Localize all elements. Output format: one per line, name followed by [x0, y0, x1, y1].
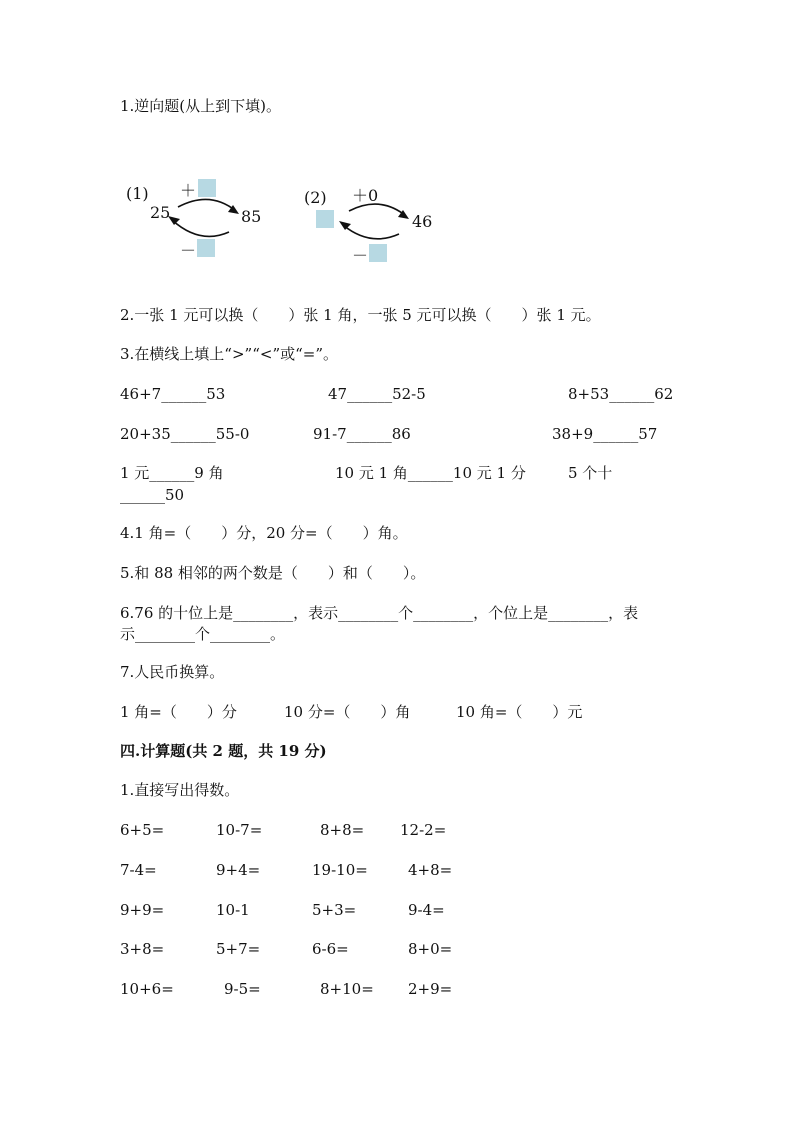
q7-title: 7.人民币换算。	[120, 663, 225, 681]
calc-item: 5+7=	[216, 940, 261, 958]
diagram1-label: (1)	[126, 184, 149, 203]
q6-line1: 6.76 的十位上是________，表示________个________，个位上是________，表	[120, 604, 639, 622]
calc-item: 8+8=	[320, 821, 365, 839]
calc-item: 9+9=	[120, 901, 165, 919]
calc-item: 9-5=	[224, 980, 261, 998]
q3-item: 10 元 1 角______10 元 1 分	[335, 464, 526, 482]
diagram2-label: (2)	[304, 188, 327, 207]
diagram2-minus-sign: －	[352, 246, 369, 265]
q3-item: 91-7______86	[313, 425, 411, 443]
calc-item: 12-2=	[400, 821, 447, 839]
calc-item: 9-4=	[408, 901, 445, 919]
calc-item: 6-6=	[312, 940, 349, 958]
q3-title: 3.在横线上填上“>”“<”或“=”。	[120, 345, 339, 363]
calc-item: 6+5=	[120, 821, 165, 839]
diagram1-minus-sign: －	[180, 241, 197, 260]
calc-item: 8+10=	[320, 980, 374, 998]
q3-item: 47______52-5	[328, 385, 426, 403]
diagram1-start-number: 25	[150, 203, 171, 222]
diagram1-plus-sign: ＋	[180, 181, 197, 200]
calc-title: 1.直接写出得数。	[120, 781, 240, 799]
section-heading: 四.计算题(共 2 题，共 19 分)	[120, 742, 327, 760]
q3-item: 1 元______9 角	[120, 464, 224, 482]
calc-item: 10-7=	[216, 821, 263, 839]
q4-text: 4.1 角=（ ）分，20 分=（ ）角。	[120, 524, 408, 542]
q6-line2: 示________个________。	[120, 625, 286, 643]
q7-item: 10 分=（ ）角	[284, 703, 411, 721]
calc-item: 5+3=	[312, 901, 357, 919]
calc-item: 10-1	[216, 901, 250, 919]
q2-text: 2.一张 1 元可以换（ ）张 1 角，一张 5 元可以换（ ）张 1 元。	[120, 306, 601, 324]
calc-item: 10+6=	[120, 980, 174, 998]
calc-item: 19-10=	[312, 861, 368, 879]
q7-item: 1 角=（ ）分	[120, 703, 237, 721]
q5-text: 5.和 88 相邻的两个数是（ ）和（ ）。	[120, 564, 426, 582]
calc-item: 9+4=	[216, 861, 261, 879]
diagram1-end-number: 85	[241, 207, 262, 226]
calc-item: 2+9=	[408, 980, 453, 998]
q1-title: 1.逆向题(从上到下填)。	[120, 97, 282, 115]
diagram2-plus-zero: ＋0	[352, 186, 379, 205]
calc-item: 8+0=	[408, 940, 453, 958]
calc-item: 4+8=	[408, 861, 453, 879]
q3-item: 38+9______57	[552, 425, 658, 443]
calc-item: 3+8=	[120, 940, 165, 958]
q3-item: 20+35______55-0	[120, 425, 250, 443]
calc-item: 7-4=	[120, 861, 157, 879]
q7-item: 10 角=（ ）元	[456, 703, 583, 721]
q3-item: 46+7______53	[120, 385, 226, 403]
q3-item: 5 个十	[568, 464, 613, 482]
diagram2-end-number: 46	[412, 212, 433, 231]
q3-item: 8+53______62	[568, 385, 674, 403]
q3-item-wrap: ______50	[120, 486, 185, 504]
